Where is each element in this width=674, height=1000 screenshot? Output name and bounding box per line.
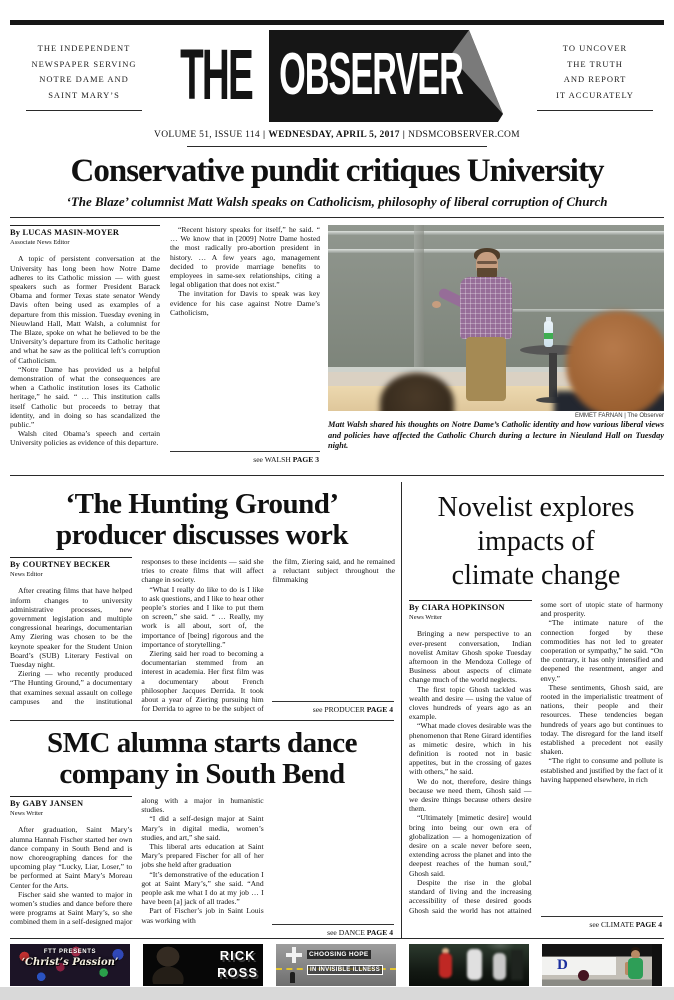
- headline-line: Novelist explores: [437, 492, 635, 523]
- jump-line-producer: [272, 701, 394, 715]
- byline-role: News Writer: [409, 614, 443, 622]
- tagline-line: AND REPORT: [563, 74, 627, 84]
- lacrosse-image: [409, 944, 529, 986]
- tagline-line: IT ACCURATELY: [556, 89, 634, 100]
- novelist-headline: [409, 491, 663, 593]
- person-silhouette: [290, 972, 295, 983]
- story-divider-rule: [10, 720, 394, 721]
- left-column-section: [10, 482, 402, 938]
- wall-pillar: [414, 225, 424, 371]
- article-paragraph: This liberal arts education at Saint Mary’s prepared Fischer for all of her jobs she held after graduation: [141, 842, 264, 870]
- article-paragraph: A topic of persistent conversation at the University has long been how Notre Dame adheres to its Catholic mission — with guest speakers such as former President Barack Obama and former Texas state senator Wendy Davis often being used as examples of a departure from this mission. Tuesday evening in Nieuwland Hall, Matt Walsh, a columnist for The Blaze, spoke on what he believed to be the University’s departure from its Catholic heritage and what he saw as the political left’s corruption of Catholicism.: [10, 254, 160, 365]
- lead-article-text: [10, 225, 320, 463]
- article-paragraph: Ziering — who recently produced “The Hunting Ground,” a documentary that examines sexual assault on college campuses and the institutional responses to these incidents — said she tries to create films that will affect change in society.: [10, 557, 264, 706]
- separator: |: [262, 130, 266, 140]
- speaker-hand: [432, 301, 441, 308]
- tagline-rule-left: [26, 110, 142, 111]
- lecture-photo-figure: [328, 225, 664, 475]
- tagline-line: TO UNCOVER: [562, 43, 628, 53]
- hunting-byline-block: [10, 557, 132, 579]
- byline: By COURTNEY BECKER: [10, 560, 111, 569]
- dance-byline-block: [10, 796, 132, 818]
- article-paragraph: These sentiments, Ghosh said, are rooted in the imperialistic treatment of nations, their people and their resources. These tendencies began hundreds of years ago but continues to today. The disregard for the land itself established a precedent not easily shaken.: [540, 682, 663, 757]
- byline-role: News Writer: [10, 810, 44, 818]
- issue-date: WEDNESDAY, APRIL 5, 2017: [268, 130, 400, 140]
- logo-box: [269, 30, 507, 120]
- teaser-image-text: ‘Christ’s Passion’: [21, 957, 119, 968]
- article-paragraph: After creating films that have helped inform changes to university administrative processes, new government legislation and multiple congressional hearings, documentarian Amy Ziering was chosen to be the keynote speaker for the Student Union Board’s (SUB) Literary Festival on Tuesday night.: [10, 586, 133, 670]
- jump-page: PAGE 4: [635, 920, 662, 929]
- jump-line-climate: [541, 916, 663, 930]
- teaser-image-text-line: RICK: [219, 948, 256, 963]
- headline-line: impacts of: [477, 526, 595, 557]
- teaser-image-text: [217, 947, 258, 981]
- directions-cross-icon: [286, 947, 302, 963]
- article-paragraph: “Ultimately [mimetic desire] would bring into being our own era of globalization — a homogenization of desire on a scale never before seen, extending across the planet and into the deepest reaches of the human soul,” Ghosh said.: [409, 813, 532, 878]
- byline-role: News Editor: [10, 571, 43, 579]
- article-paragraph: “Recent history speaks for itself,” he said. “ … We know that in [2009] Notre Dame hosted the most radically pro-abortion president in history. … A few years ago, management decided to provide marriage benefits to employees in same-sex relationships, citing a legal obligation that does not exist.”: [170, 225, 320, 290]
- teaser-image-text: CHOOSING HOPE: [309, 951, 369, 958]
- volume-issue: VOLUME 51, ISSUE 114: [154, 130, 260, 140]
- tagline-line: NEWSPAPER SERVING: [31, 58, 137, 69]
- masthead-left-tagline: [10, 25, 158, 111]
- lead-article: [10, 225, 320, 465]
- article-paragraph: “Notre Dame has provided us a helpful demonstration of what the consequences are when a Catholic institution loses its Catholic heritage,” he said. “ … This institution calls itself Catholic but proceeds to betray that identity, and in doing so has scandalized the public.”: [10, 364, 160, 430]
- jump-text: see PRODUCER: [312, 705, 365, 714]
- tagline-line: THE TRUTH: [567, 58, 623, 69]
- teaser-image-text-line: ROSS: [217, 965, 258, 980]
- track-image: [542, 944, 662, 986]
- speaker-glasses: [477, 261, 497, 264]
- jump-line-walsh: [170, 451, 320, 465]
- article-paragraph: The first topic Ghosh tackled was wealth and desire — using the value of cloves hundreds of years ago as an example.: [409, 684, 532, 722]
- dance-story: [10, 728, 394, 938]
- headline-line: climate change: [451, 560, 621, 591]
- novelist-story: [409, 491, 663, 930]
- masthead: [10, 25, 664, 123]
- dark-edge: [652, 944, 662, 986]
- article-paragraph: After graduation, Saint Mary’s alumna Hannah Fischer started her own dance company in South Bend and is now choreographing dances for the upcoming play “Lucky, Liar, Loser,” to be performed at Saint Mary’s Moreau Center for the Arts.: [10, 825, 133, 890]
- article-paragraph: “The intimate nature of the connection forged by these commodities has not led to greater cooperation or sympathy,” he said. “On the contrary, it has only intensified and deepened the resentment, anger and envy.”: [540, 618, 663, 683]
- separator: |: [402, 130, 406, 140]
- board-rail: [513, 309, 664, 312]
- byline: By LUCAS MASIN-MOYER: [10, 228, 120, 237]
- lacrosse-players: [409, 944, 529, 986]
- seal-logo: [578, 970, 589, 981]
- website-url: NDSMCOBSERVER.COM: [408, 130, 520, 140]
- section-rule: [10, 938, 664, 939]
- section-rule: [10, 217, 664, 218]
- novelist-article-text: [409, 600, 663, 930]
- lead-paragraphs: [10, 225, 320, 463]
- lead-story: [10, 153, 664, 475]
- article-paragraph: Fischer said she wanted to major in women’s studies and dance before there were programs at Saint Mary’s, so she combined them in a self-designed major along with a major in humanistic studies.: [10, 796, 264, 927]
- article-paragraph: Part of Fischer’s job in Saint Louis was working with: [141, 906, 264, 925]
- article-paragraph: Ziering said her road to becoming a documentarian stemmed from an interest in academia. Her first film was a documentary about French philosopher Jacques Derrida. It took about a year of Ziering pursuing him for Derrida to agree to be the subject of the film, Ziering said, and he remained a reluctant subject throughout the filmmaking: [141, 557, 395, 714]
- article-paragraph: “I did a self-design major at Saint Mary’s in digital media, women’s studies, and art,” she said.: [141, 814, 264, 842]
- dance-article-text: [10, 796, 395, 938]
- board-rail: [328, 231, 664, 235]
- jump-page: PAGE 4: [366, 928, 393, 937]
- article-paragraph: “It’s demonstrative of the education I got at Saint Mary’s,” she said. “And people ask me what I do at my job … I have been [a] jack of all trades.”: [141, 869, 264, 907]
- speaker-plaid-shirt: [460, 277, 512, 339]
- speaker-pants: [466, 337, 506, 401]
- article-paragraph: Bringing a new perspective to an ever-present conversation, Indian novelist Amitav Ghosh spoke Tuesday afternoon in the Mendoza College of Business about aspects of climate change much of the world neglects.: [409, 629, 532, 685]
- jump-page: PAGE 3: [292, 455, 319, 464]
- photo-caption-block: [328, 413, 664, 452]
- runner-jersey: [628, 958, 643, 979]
- article-paragraph: The invitation for Davis to speak was key evidence for his case against Notre Dame’s Catholicism,: [170, 289, 320, 317]
- byline: By GABY JANSEN: [10, 799, 84, 808]
- lead-headline: Conservative pundit critiques University: [70, 153, 604, 189]
- logo-observer-text: OBSERVER: [279, 39, 463, 108]
- christs-passion-image: [10, 944, 130, 986]
- tagline-rule-right: [537, 110, 653, 111]
- hunting-ground-story: [10, 489, 394, 715]
- novelist-paragraphs: [409, 600, 663, 930]
- performer-silhouette: [145, 946, 191, 984]
- volume-line: [10, 130, 664, 140]
- photo-caption: Matt Walsh shared his thoughts on Notre Dame’s Catholic identity and how various liberal views and policies have affected the Catholic Church during a lecture in Nieuland Hall on Tuesday night.: [328, 420, 664, 451]
- right-column-section: [402, 482, 663, 938]
- byline-role: Associate News Editor: [10, 239, 70, 247]
- hunting-paragraphs: [10, 557, 395, 715]
- masthead-right-tagline: [526, 25, 664, 111]
- masthead-divider-rule: [187, 146, 487, 147]
- article-paragraph: Walsh cited Obama’s speech and certain University policies as evidence of this departure.: [10, 429, 160, 448]
- logo-the-text: THE: [180, 34, 252, 115]
- water-bottle: [544, 321, 553, 347]
- lead-byline-block: [10, 225, 160, 247]
- jump-page: PAGE 4: [366, 705, 393, 714]
- tagline-line: SAINT MARY’S: [48, 89, 120, 100]
- headline-line: producer discusses work: [56, 519, 348, 551]
- dance-headline: [10, 728, 394, 790]
- jump-text: see CLIMATE: [589, 920, 634, 929]
- rick-ross-image: [143, 944, 263, 986]
- headline-line: company in South Bend: [59, 758, 345, 790]
- observer-logo: [158, 25, 526, 120]
- headline-line: ‘The Hunting Ground’: [65, 488, 339, 520]
- bottle-label: [544, 333, 553, 339]
- teaser-image-text: FTT PRESENTS: [43, 949, 97, 955]
- lecture-photo: [328, 225, 664, 411]
- article-paragraph: Despite the rise in the global standard of living and the increasing accessibility of these desired goods Ghosh said the world has not attained some sort of utopic state of harmony and prosperity.: [409, 600, 663, 915]
- headline-line: SMC alumna starts dance: [47, 727, 357, 759]
- novelist-byline-block: [409, 600, 532, 622]
- byline: By CIARA HOPKINSON: [409, 603, 505, 612]
- article-paragraph: “The right to consume and pollute is established and justified by the fact of it having happened elsewhere, in rich: [540, 756, 663, 784]
- hunting-headline: [10, 489, 394, 551]
- choosing-hope-image: [276, 944, 396, 986]
- jump-text: see WALSH: [253, 455, 291, 464]
- photo-credit: EMMET FARNAN | The Observer: [574, 413, 664, 419]
- tagline-line: NOTRE DAME AND: [39, 74, 129, 84]
- jump-text: see DANCE: [327, 928, 365, 937]
- article-paragraph: We do not, therefore, desire things because we need them, Ghosh said — we desire things because others desire them.: [409, 776, 532, 814]
- hunting-article-text: [10, 557, 395, 715]
- article-paragraph: “What made cloves desirable was the phenomenon that Rene Girard identifies as mimetic desire, which in his definition is rooted not in basic appetites, but in the crossing of gazes with others,” he said.: [409, 721, 532, 777]
- section-rule: [10, 475, 664, 476]
- bottom-gray-band: [0, 987, 674, 1000]
- audience-head-right: [566, 311, 664, 411]
- tagline-line: THE INDEPENDENT: [37, 43, 131, 53]
- jump-line-dance: [272, 924, 394, 938]
- article-paragraph: “What I really do like to do is I like to ask questions, and I like to hear other people’s stories and I like to put them on screen,” she said. “ … Really, my work is all about, sort of, the importance of [being] rigorous and the importance of storytelling.”: [141, 584, 264, 649]
- lead-subhead: ‘The Blaze’ columnist Matt Walsh speaks on Catholicism, philosophy of liberal corruption of Church: [66, 194, 608, 209]
- teaser-image-text: IN INVISIBLE ILLNESS: [307, 965, 383, 975]
- duke-logo-letter: D: [557, 957, 568, 973]
